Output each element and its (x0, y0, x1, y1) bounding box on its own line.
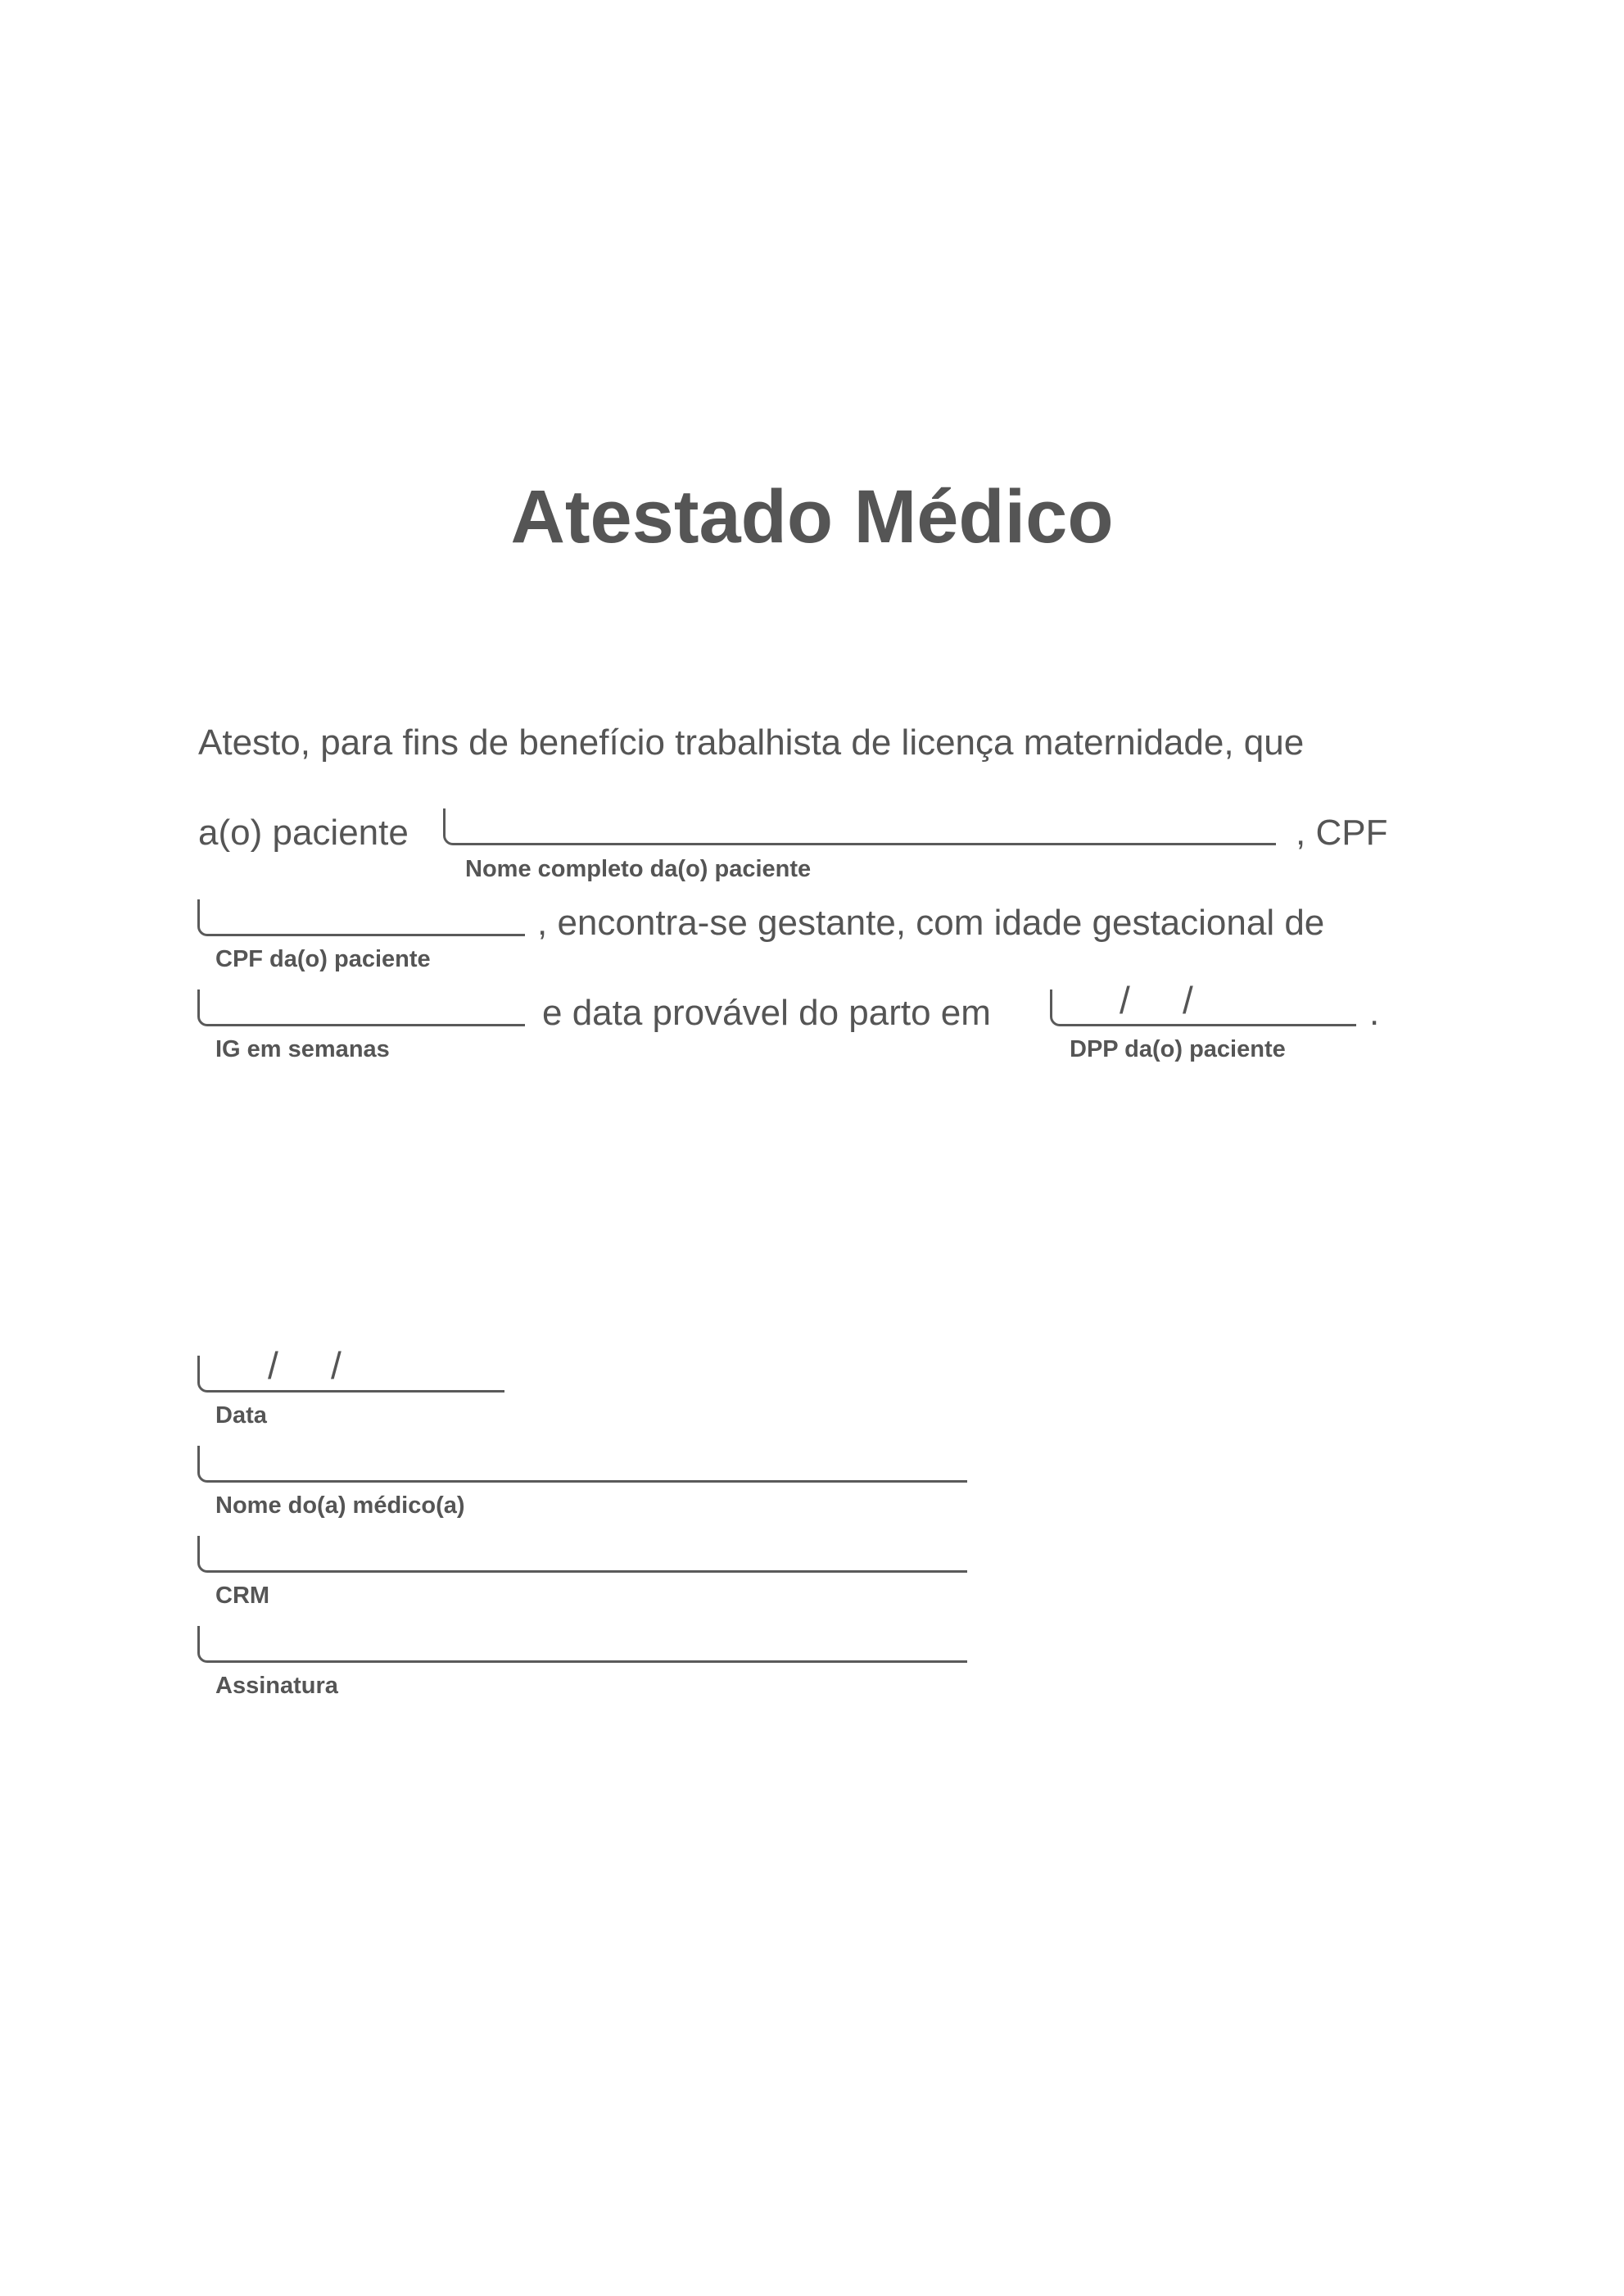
crm-label: CRM (215, 1583, 270, 1609)
patient-cpf-label: CPF da(o) paciente (215, 946, 431, 972)
paragraph-line-2-suffix: , CPF (1296, 813, 1388, 853)
gestational-age-label: IG em semanas (215, 1036, 390, 1062)
date-label: Data (215, 1402, 267, 1429)
due-date-separator-1: / (1120, 979, 1130, 1021)
patient-name-field[interactable] (443, 808, 1276, 845)
doctor-name-label: Nome do(a) médico(a) (215, 1492, 465, 1519)
gestational-age-field[interactable] (197, 989, 525, 1026)
due-date-field[interactable] (1050, 989, 1356, 1026)
date-separator-1: / (268, 1344, 278, 1387)
doctor-name-field[interactable] (197, 1446, 967, 1483)
paragraph-line-4-end: . (1369, 993, 1380, 1033)
patient-name-label: Nome completo da(o) paciente (465, 856, 812, 882)
paragraph-line-1: Atesto, para fins de benefício trabalhista de licença maternidade, que (198, 722, 1305, 763)
patient-cpf-field[interactable] (197, 899, 525, 936)
paragraph-line-2-prefix: a(o) paciente (198, 813, 409, 853)
signature-field[interactable] (197, 1626, 967, 1663)
due-date-label: DPP da(o) paciente (1070, 1036, 1286, 1062)
document-title: Atestado Médico (510, 475, 1114, 559)
crm-field[interactable] (197, 1536, 967, 1573)
paragraph-line-4-middle: e data provável do parto em (542, 993, 991, 1033)
signature-label: Assinatura (215, 1673, 338, 1699)
paragraph-line-3-suffix: , encontra-se gestante, com idade gestacional de (537, 903, 1325, 943)
date-field[interactable] (197, 1356, 504, 1393)
due-date-separator-2: / (1183, 979, 1193, 1021)
date-separator-2: / (331, 1344, 342, 1387)
